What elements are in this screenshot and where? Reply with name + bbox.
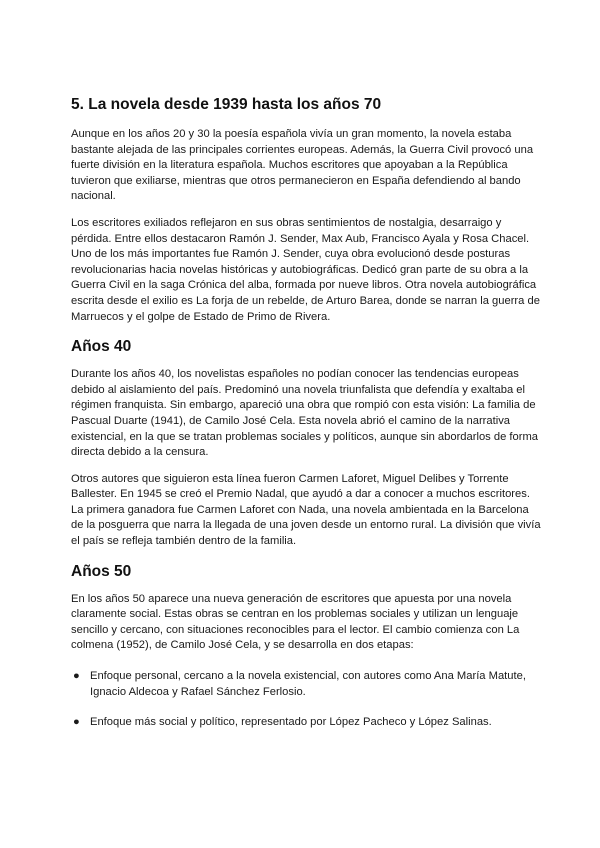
- page-title: 5. La novela desde 1939 hasta los años 70: [71, 96, 382, 113]
- list-item: [71, 715, 541, 731]
- section-title-40: Años 40: [71, 338, 132, 356]
- list-item-text: Enfoque más social y político, representado por López Pacheco y López Salinas.: [90, 716, 492, 729]
- section-40-paragraph: Durante los años 40, los novelistas españoles no podían conocer las tendencias europeas debido al aislamiento del país. Predominó una novela triunfalista que defendía y exaltaba el régimen franquista. Sin embargo, apareció una obra que rompió con esta visión: La familia de Pascual Duarte (1941), de Camilo José Cela. Esta novela abrió el camino de la narrativa existencial, en la que se tratan problemas sociales y políticos, aunque sin abordarlos de forma directa debido a la censura.: [71, 368, 539, 459]
- bullet-icon: ●: [73, 670, 80, 683]
- section-40-paragraph: Otros autores que siguieron esta línea fueron Carmen Laforet, Miguel Delibes y Torrente Ballester. En 1945 se creó el Premio Nadal, que ayudó a dar a conocer a muchos escritores. La primera ganadora fue Carmen Laforet con Nada, una novela ambientada en la Barcelona de la posguerra que narra la llegada de una joven desde un entorno rural. La división que vivía el país se refleja también dentro de la familia.: [71, 472, 541, 548]
- list-item: [71, 669, 541, 700]
- section-title-50: Años 50: [71, 562, 132, 580]
- intro-paragraph: Los escritores exiliados reflejaron en sus obras sentimientos de nostalgia, desarraigo y pérdida. Entre ellos destacaron Ramón J. Sender, Max Aub, Francisco Ayala y Rosa Chacel. Uno de los más importantes fue Ramón J. Sender, cuya obra evolucionó desde posturas revolucionarias hacia novelas históricas y autobiográficas. Dedicó gran parte de su obra a la Guerra Civil en la saga Crónica del alba, formada por nueve libros. Otra novela autobiográfica escrita desde el exilio es La forja de un rebelde, de Arturo Barea, donde se narran la guerra de Marruecos y el golpe de Estado de Primo de Rivera.: [71, 216, 540, 323]
- section-50-paragraph: En los años 50 aparece una nueva generación de escritores que apuesta por una novela claramente social. Estas obras se centran en los problemas sociales y utilizan un lenguaje sencillo y cercano, con situaciones reconocibles para el lector. El cambio comienza con La colmena (1952), de Camilo José Cela, y se desarrolla en dos etapas:: [71, 592, 520, 652]
- intro-paragraph: Aunque en los años 20 y 30 la poesía española vivía un gran momento, la novela estaba bastante alejada de las principales corrientes europeas. Además, la Guerra Civil provocó una fuerte división en la literatura española. Muchos escritores que apoyaban a la República tuvieron que exiliarse, mientras que otros permanecieron en España defendiendo al bando nacional.: [71, 128, 534, 203]
- list-item-text: Enfoque personal, cercano a la novela existencial, con autores como Ana María Matute, Ignacio Aldecoa y Rafael Sánchez Ferlosio.: [90, 670, 526, 698]
- bullet-icon: ●: [73, 716, 80, 729]
- bullet-list: [71, 669, 541, 731]
- document-page: [71, 95, 541, 746]
